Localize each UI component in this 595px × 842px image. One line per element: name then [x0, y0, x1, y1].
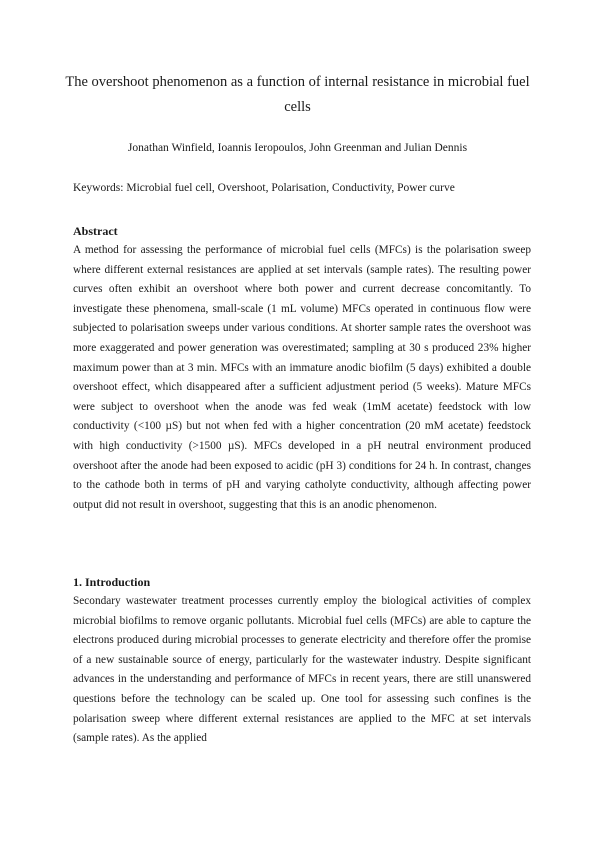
paper-authors: Jonathan Winfield, Ioannis Ieropoulos, John Greenman and Julian Dennis [127, 142, 468, 154]
paper-keywords: Keywords: Microbial fuel cell, Overshoot, Polarisation, Conductivity, Power curve [73, 182, 455, 194]
paper-title: The overshoot phenomenon as a function of internal resistance in microbial fuel cells [65, 74, 530, 115]
abstract-paragraph: A method for assessing the performance of microbial fuel cells (MFCs) is the polarisation sweep where different external resistances are applied at set intervals (sample rates). The resulting power curves often exhibit an overshoot where both power and current decrease concomitantly. To investigate these phenomena, small-scale (1 mL volume) MFCs operated in continuous flow were subjected to polarisation sweeps under various conditions. At shorter sample rates the overshoot was more exaggerated and power generation was overestimated; sampling at 30 s produced 23% higher maximum power than at 3 min. MFCs with an immature anodic biofilm (5 days) exhibited a double overshoot effect, which disappeared after a sufficient adjustment period (5 weeks). Mature MFCs were subject to overshoot when the anode was fed weak (1mM acetate) feedstock with low conductivity (<100 µS) but not when fed with a higher concentration (20 mM acetate) feedstock with high conductivity (>1500 µS). MFCs developed in a pH neutral environment produced overshoot after the anode had been exposed to acidic (pH 3) conditions for 24 h. In contrast, changes to the cathode both in terms of pH and varying catholyte conductivity, although affecting power output did not result in overshoot, suggesting that this is an anodic phenomenon. [73, 244, 531, 511]
introduction-heading: 1. Introduction [73, 575, 151, 589]
introduction-paragraph: Secondary wastewater treatment processes currently employ the biological activities of complex microbial biofilms to remove organic pollutants. Microbial fuel cells (MFCs) are able to capture the electrons produced during microbial processes to generate electricity and therefore offer the promise of a new sustainable source of energy, particularly for the wastewater industry. Despite significant advances in the understanding and performance of MFCs in recent years, there are still unanswered questions before the technology can be scaled up. One tool for assessing such confines is the polarisation sweep where different external resistances are applied to the MFC at set intervals (sample rates). As the applied [73, 595, 531, 745]
abstract-heading: Abstract [73, 224, 118, 238]
